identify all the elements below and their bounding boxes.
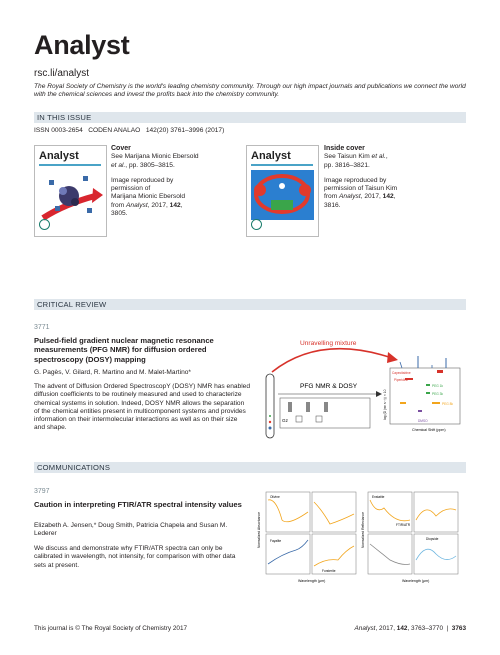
dosy-map	[390, 368, 460, 424]
comm-authors: Elizabeth A. Jensen,* Doug Smith, Patricia Chapela and Susan M. Lederer	[34, 522, 228, 538]
cover-credit-journal: Analyst	[126, 201, 148, 209]
in-this-issue-band	[34, 112, 466, 123]
review-abstract: The advent of Diffusion Ordered SpectroscopY (DOSY) NMR has enabled diffusion coefficients to be routinely measured and used to characterize chemical systems in solution. Indeed, DOSY NMR allows the separation of the chemical entities present in multicomponent systems and provides information on their intermolecular interactions as well as on their size and shape.	[34, 383, 250, 432]
cover-image[interactable]	[34, 145, 107, 237]
cover-credit-page: 3805.	[111, 210, 128, 218]
review-arrow-label: Unravelling mixture	[300, 340, 357, 347]
section-heading: COMMUNICATIONS	[37, 463, 111, 472]
comm-x-axis-left: Wavelength (μm)	[298, 579, 326, 583]
rsc-logo-icon-2	[251, 219, 262, 230]
comm-panel-label-4: Diopside	[426, 537, 439, 541]
inside-cover-caption: Inside cover See Taisun Kim et al., pp. 3816–3821. Image reproduced by permission of Taisun Kim from Analyst, 2017, 142, 3816.	[324, 145, 444, 210]
comm-x-axis-right: Wavelength (μm)	[402, 579, 430, 583]
comm-panel-label-3: Forsterite	[322, 569, 336, 573]
cover-credit-4: from	[111, 201, 125, 209]
inside-cover-title: Analyst	[251, 150, 291, 162]
cover-ref: See Marijana Mionic Ebersold	[111, 153, 199, 161]
comm-y-left: Normalized Absorbance	[257, 512, 261, 548]
comm-graphic	[256, 490, 466, 586]
cover-caption-title: Cover	[111, 145, 131, 152]
inside-cover-credit-3: from	[324, 193, 338, 201]
footer-citation: Analyst, 2017, 142, 3763–3770 | 3763	[354, 625, 466, 632]
journal-title: Analyst	[34, 30, 130, 60]
issn-line	[34, 127, 224, 134]
issn: ISSN 0003-2654	[34, 127, 83, 134]
peak-label-2: Piperidine	[394, 378, 409, 382]
comm-panel-label-1: Olivine	[270, 495, 280, 499]
footer-page-number: 3763	[451, 625, 466, 632]
comm-title[interactable]: Caution in interpreting FTIR/ATR spectral intensity values	[34, 500, 242, 509]
footer-copyright: This journal is © The Royal Society of Chemistry 2017	[34, 625, 188, 632]
inside-cover-image[interactable]	[246, 145, 319, 237]
peak-label-5: PEG 8k	[442, 402, 453, 406]
review-x-axis: Chemical Shift (ppm)	[412, 428, 446, 432]
review-arrow-head-icon	[387, 352, 398, 363]
peak-label-4: PEG 3k	[432, 392, 443, 396]
tick-label: DMSO	[418, 419, 428, 423]
comm-y-right: Normalized Reflectance	[361, 512, 365, 548]
cover-title: Analyst	[39, 150, 79, 162]
cover-credit-1: Image reproduced by	[111, 176, 174, 184]
coden: CODEN ANALAO	[88, 127, 141, 134]
inside-cover-pages: pp. 3816–3821.	[324, 161, 370, 169]
inside-cover-credit-vol: 142	[382, 193, 394, 201]
cover-credit-year: , 2017,	[147, 201, 168, 209]
inside-cover-credit-journal: Analyst	[339, 193, 361, 201]
inside-cover-etal: et al.	[371, 153, 386, 161]
footer-year: , 2017,	[375, 625, 396, 632]
review-page-number[interactable]: 3771	[34, 324, 50, 331]
section-heading: CRITICAL REVIEW	[37, 300, 107, 309]
rsc-blurb: The Royal Society of Chemistry is the world's leading chemistry community. Through our high impact journals and publications we connect the world with the chemical sciences and invest the profits back into the chemistry community.	[34, 83, 466, 99]
inside-cover-caption-title: Inside cover	[324, 145, 365, 152]
footer-pages: , 3763–3770	[407, 625, 444, 632]
cover-ref-etal: et al.	[111, 161, 126, 169]
cover-credit-3: Marijana Mionic Ebersold	[111, 193, 186, 201]
review-authors: G. Pagès, V. Gilard, R. Martino and M. Malet-Martino*	[34, 369, 191, 376]
comm-panel-label-2: Enstatite	[372, 495, 385, 499]
comm-abstract: We discuss and demonstrate why FTIR/ATR spectra can only be calibrated in wavelength, not intensity, for comparison with other data sets at present.	[34, 545, 236, 569]
footer-journal: Analyst	[354, 625, 376, 632]
cover-caption: Cover See Marijana Mionic Ebersold et al., pp. 3805–3815. Image reproduced by permission of Marijana Mionic Ebersold from Analyst, 2017, 142, 3805.	[111, 145, 231, 218]
cover-credit-2: permission of	[111, 185, 151, 193]
cover-credit-vol: 142	[169, 201, 181, 209]
comm-panel-label-6: Fayalite	[270, 539, 282, 543]
journal-url[interactable]: rsc.li/analyst	[34, 68, 90, 79]
inside-cover-credit-1: Image reproduced by	[324, 176, 387, 184]
section-heading: IN THIS ISSUE	[37, 113, 92, 122]
review-graphic	[260, 332, 468, 442]
inside-cover-credit-page: 3816.	[324, 201, 341, 209]
review-title[interactable]: Pulsed-field gradient nuclear magnetic resonance measurements (PFG NMR) for diffusion ordered spectroscopy (DOSY) mapping	[34, 336, 214, 364]
communications-band	[34, 462, 466, 473]
critical-review-band	[34, 299, 466, 310]
volume-info: 142(20) 3761–3996 (2017)	[145, 127, 225, 134]
peak-label-3: PEG 1k	[432, 384, 443, 388]
inside-cover-ref: See Taisun Kim	[324, 153, 370, 161]
review-arrow	[272, 349, 392, 372]
inside-cover-credit-2: permission of Taisun Kim	[324, 185, 398, 193]
peak-label-1: Capecitabine	[392, 371, 411, 375]
comm-panel-label-5: FTIR/ATR	[396, 523, 411, 527]
cover-pages: , pp. 3805–3815.	[125, 161, 175, 169]
review-y-axis: log (D (m² s⁻¹)) × 10	[383, 389, 387, 420]
review-box-label: PFG NMR & DOSY	[300, 383, 358, 390]
rsc-logo-icon	[39, 219, 50, 230]
inside-cover-credit-year: , 2017,	[360, 193, 381, 201]
comm-page-number[interactable]: 3797	[34, 488, 50, 495]
review-gz-label: Gz	[282, 418, 288, 423]
footer-volume: 142	[396, 625, 408, 632]
